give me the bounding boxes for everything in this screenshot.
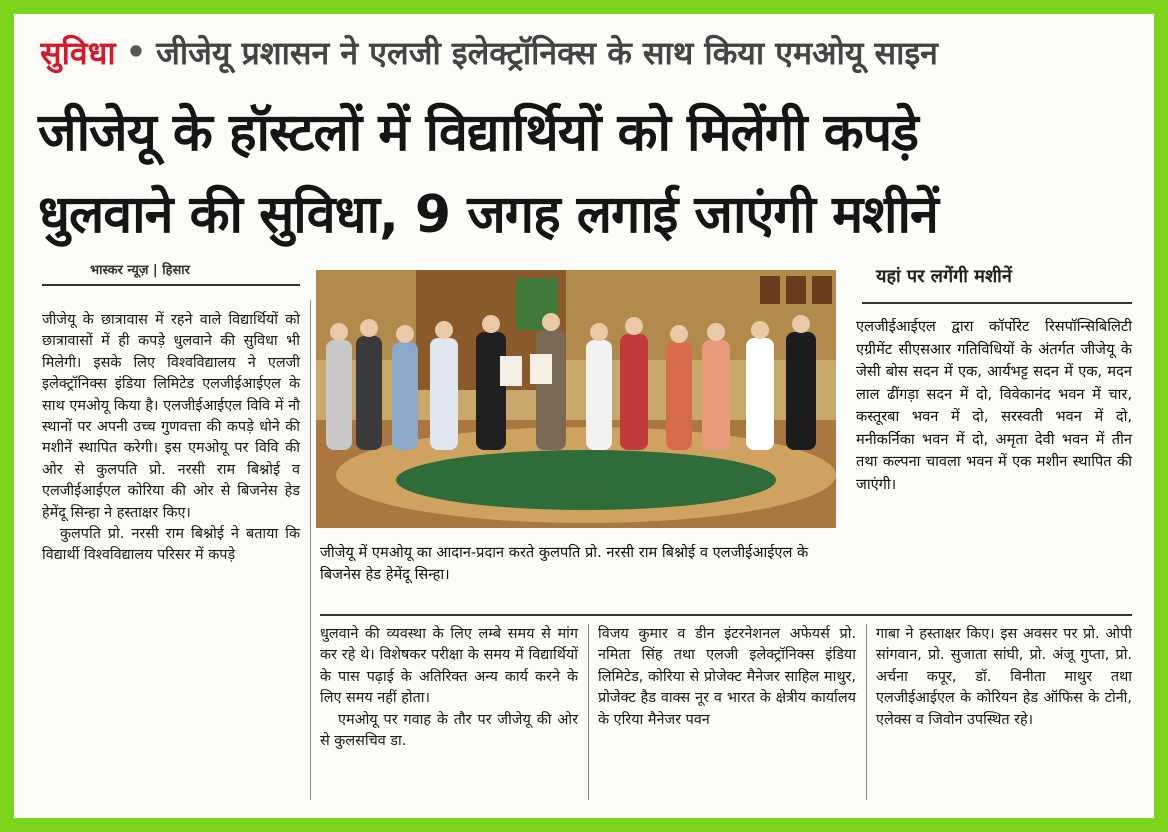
headline [38,92,1138,256]
article-column-2 [320,624,578,752]
paragraph: धुलवाने की व्यवस्था के लिए लम्बे समय से मांग कर रहे थे। विशेषकर परीक्षा के समय में विद्यार्थियों के पास पढ़ाई के अतिरिक्त अन्य कार्य करने के लिए समय नहीं होता। [320,626,578,707]
headline-line-1: जीजेयू के हॉस्टलों में विद्यार्थियों को मिलेंगी कपड़े [38,103,918,163]
paragraph: कुलपति प्रो. नरसी राम बिश्नोई ने बताया कि विद्यार्थी विश्वविद्यालय परिसर में कपड़े [42,526,300,564]
kicker-line [40,28,1140,76]
paragraph: गाबा ने हस्ताक्षर किए। इस अवसर पर प्रो. ओपी सांगवान, प्रो. सुजाता सांघी, प्रो. अंजू गुप्ता, प्रो. अर्चना कपूर, डॉ. विनीता माथुर तथा एलजीईआईएल के कोरियन हेड ऑफिस के टोनी, एलेक्स व जिवोन उपस्थित रहे। [876,626,1132,728]
caption-rule [320,614,1132,616]
article-column-1 [42,310,300,567]
paragraph: एमओयू पर गवाह के तौर पर जीजेयू की ओर से कुलसचिव डा. [320,711,578,750]
article-column-3 [598,624,856,731]
article-column-4 [876,624,1132,731]
newspaper-clipping [14,14,1154,818]
paragraph: जीजेयू के छात्रावास में रहने वाले विद्यार्थियों को छात्रावासों में ही कपड़े धुलवाने की सुविधा भी मिलेगी। इसके लिए विश्वविद्यालय ने एलजी इलेक्ट्रॉनिक्स इंडिया लिमिटेड एलजीईआईएल के साथ एमओयू किया है। एलजीईआईएल विवि में नौ स्थानों पर अपनी उच्च गुणवत्ता की कपड़े धोने की मशीनें स्थापित करेगी। इस एमओयू पर विवि की ओर से कुलपति प्रो. नरसी राम बिश्नोई व एलजीईआईएल कोरिया की ओर से बिजनेस हेड हेमेंदू सिन्हा ने हस्ताक्षर किए। [42,312,300,521]
kicker-text: जीजेयू प्रशासन ने एलजी इलेक्ट्रॉनिक्स के साथ किया एमओयू साइन [156,33,938,72]
byline: भास्कर न्यूज़ | हिसार [90,263,190,278]
news-photo [316,270,836,528]
column-rule [42,284,300,286]
photo-caption: जीजेयू में एमओयू का आदान-प्रदान करते कुलपति प्रो. नरसी राम बिश्नोई व एलजीईआईएल के बिजनेस हेड हेमेंदू सिन्हा। [320,544,809,583]
paragraph: विजय कुमार व डीन इंटरनेशनल अफेयर्स प्रो. नमिता सिंह तथा एलजी इलेक्ट्रॉनिक्स इंडिया लिमिटेड, कोरिया से प्रोजेक्ट मैनेजर साहिल माथुर, प्रोजेक्ट हैड वाक्स नूर व भारत के क्षेत्रीय कार्यालय के एरिया मैनेजर पवन [598,626,856,728]
headline-line-2: धुलवाने की सुविधा, 9 जगह लगाई जाएंगी मशीनें [38,185,938,245]
sidebar-rule [862,302,1132,304]
sidebar-text: एलजीईआईएल द्वारा कॉर्पोरेट रिसपॉन्सिबिलिटी एग्रीमेंट सीएसआर गतिविधियों के अंतर्गत जीजेयू के जेसी बोस सदन में एक, आर्यभट्ट सदन में एक, मदन लाल ढींगड़ा सदन में दो, विवेकानंद भवन में चार, कस्तूरबा भवन में दो, सरस्वती भवन में दो, मनीकर्निका भवन में दो, अमृता देवी भवन में तीन तथा कल्पना चावला भवन में एक मशीन स्थापित की जाएंगी। [856,318,1132,493]
column-divider [588,624,589,800]
kicker-tag: सुविधा [40,33,116,72]
kicker-bullet: • [125,33,147,71]
column-divider [866,624,867,800]
column-divider [310,300,311,800]
sidebar-title: यहां पर लगेंगी मशीनें [876,266,1012,287]
news-photo-image [316,270,836,528]
